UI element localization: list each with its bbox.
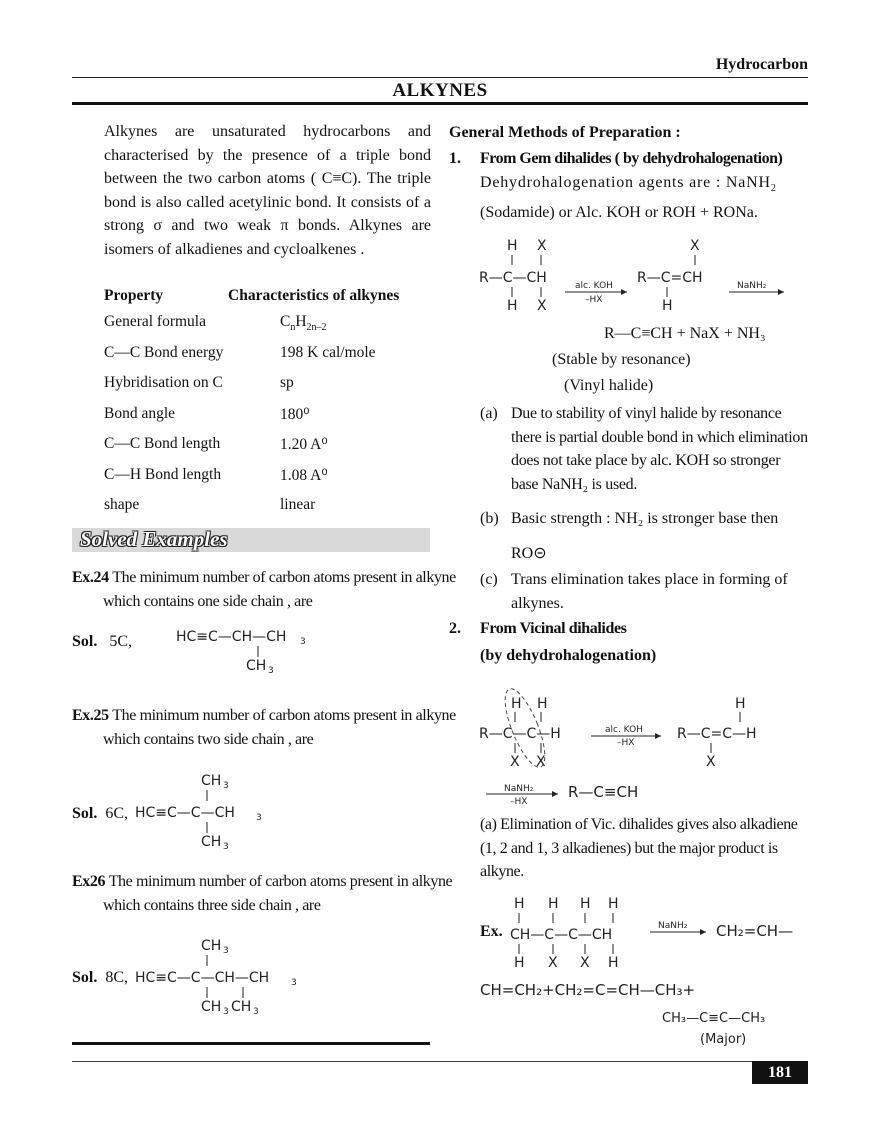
example-label: Ex. xyxy=(480,923,503,940)
note-c-text: Trans elimination takes place in forming of alkynes. xyxy=(511,571,788,612)
svg-text:CH: CH xyxy=(201,834,222,850)
svg-text:X: X xyxy=(536,754,546,770)
note-2a: (a) Elimination of Vic. dihalides gives also alkadiene (1, 2 and 1, 3 alkadienes) but the major product is alkyne. xyxy=(480,816,798,880)
header-rule xyxy=(72,77,808,78)
table-row: Hybridisation on C sp xyxy=(104,374,294,391)
solution-25: Sol. 6C, xyxy=(72,805,129,822)
svg-text:H: H xyxy=(511,696,522,712)
svg-text:CH: CH xyxy=(201,938,222,954)
svg-text:H: H xyxy=(608,955,619,971)
page-title: ALKYNES xyxy=(392,80,488,101)
svg-text:X: X xyxy=(537,298,547,314)
svg-text:CH: CH xyxy=(201,773,222,789)
solved-examples-title: Solved Examples xyxy=(80,527,228,551)
method-2-number: 2. xyxy=(449,620,461,637)
table-row: C—C Bond energy 198 K cal/mole xyxy=(104,343,376,361)
table-row: Bond angle 180⁰ xyxy=(104,404,310,423)
intro-paragraph: Alkynes are unsaturated hydrocarbons and characterised by the presence of a triple bond between the two carbon atoms ( C≡C). The triple bond is also called acetylinic bond. It consists of a strong σ and two weak π bonds. Alkynes are isomers of alkadienes and cycloalkenes . xyxy=(104,123,431,258)
svg-text:alc. KOH: alc. KOH xyxy=(575,281,613,291)
example-major-product: CH₃—C≡C—CH₃ xyxy=(662,1011,766,1026)
svg-text:H: H xyxy=(735,696,746,712)
svg-text:X: X xyxy=(537,238,547,254)
solution-24: Sol. 5C, xyxy=(72,633,133,650)
method-2-title: From Vicinal dihalides xyxy=(480,620,627,637)
method-1-title: From Gem dihalides ( by dehydrohalogenation) xyxy=(480,150,783,167)
example-products-line: CH=CH₂+CH₂=C=CH—CH₃+ xyxy=(480,981,696,999)
svg-text:X: X xyxy=(706,754,716,770)
preparation-heading: General Methods of Preparation : xyxy=(449,124,681,141)
structure-8c xyxy=(135,935,310,1017)
svg-text:H: H xyxy=(507,298,518,314)
svg-text:alc. KOH: alc. KOH xyxy=(605,725,643,735)
svg-text:H: H xyxy=(580,896,591,912)
svg-text:–HX: –HX xyxy=(510,797,528,806)
note-c-tag: (c) xyxy=(480,571,498,588)
example-product-1: CH₂=CH— xyxy=(716,922,794,940)
svg-text:–HX: –HX xyxy=(617,738,635,748)
svg-text:X: X xyxy=(510,754,520,770)
svg-text:CH: CH xyxy=(246,658,267,674)
svg-text:3: 3 xyxy=(253,1007,259,1017)
svg-text:H: H xyxy=(514,955,525,971)
table-row: shape linear xyxy=(104,496,316,513)
nanh2-arrow xyxy=(484,780,564,806)
method-2-subtitle: (by dehydrohalogenation) xyxy=(480,647,657,664)
note-a-tag: (a) xyxy=(480,405,498,422)
table-row: C—C Bond length 1.20 A⁰ xyxy=(104,435,328,453)
svg-text:3: 3 xyxy=(223,1007,229,1017)
svg-text:3: 3 xyxy=(268,666,274,676)
svg-text:X: X xyxy=(580,955,590,971)
table-header-characteristics: Characteristics of alkynes xyxy=(228,287,400,304)
reaction-1-product: R—C≡CH + NaX + NH₃ xyxy=(604,325,766,342)
svg-text:H: H xyxy=(548,896,559,912)
note-b-text: Basic strength : NH₂ is stronger base then xyxy=(511,510,779,527)
example-26: Ex26 The minimum number of carbon atoms present in alkyne which contains three side chain , are xyxy=(72,873,453,914)
svg-text:R—C=CH: R—C=CH xyxy=(637,270,703,286)
svg-text:–HX: –HX xyxy=(585,295,603,305)
svg-text:H: H xyxy=(608,896,619,912)
svg-text:CH—C—C—CH: CH—C—C—CH xyxy=(510,927,613,943)
svg-text:NaNH₂: NaNH₂ xyxy=(658,921,688,931)
svg-text:X: X xyxy=(690,238,700,254)
svg-text:R—C=C—H: R—C=C—H xyxy=(677,726,757,742)
svg-text:3: 3 xyxy=(223,781,229,791)
svg-text:X: X xyxy=(548,955,558,971)
svg-text:H: H xyxy=(537,696,548,712)
column-end-rule xyxy=(72,1042,430,1045)
major-label: (Major) xyxy=(700,1032,747,1047)
svg-text:R—C—C—H: R—C—C—H xyxy=(479,726,561,742)
note-b-continued: RO⊝ xyxy=(511,545,547,562)
structure-5c xyxy=(176,624,326,676)
svg-text:CH: CH xyxy=(201,999,222,1015)
page-number: 181 xyxy=(752,1061,808,1084)
method-1-number: 1. xyxy=(449,150,461,167)
svg-text:NaNH₂: NaNH₂ xyxy=(504,784,534,794)
svg-text:R—C—CH: R—C—CH xyxy=(479,270,547,286)
reaction-2-product: R—C≡CH xyxy=(568,783,639,801)
svg-text:3: 3 xyxy=(291,978,297,988)
svg-text:3: 3 xyxy=(223,842,229,852)
example-25: Ex.25 The minimum number of carbon atoms present in alkyne which contains two side chain , are xyxy=(72,707,456,748)
property-table xyxy=(104,287,434,527)
table-row: C—H Bond length 1.08 A⁰ xyxy=(104,465,328,484)
svg-text:3: 3 xyxy=(300,637,306,647)
method-1-text: Dehydrohalogenation agents are : NaNH$_2$ (Sodamide) or Alc. KOH or ROH + RONa. xyxy=(480,174,777,221)
svg-text:3: 3 xyxy=(223,946,229,956)
svg-text:NaNH₂: NaNH₂ xyxy=(737,281,767,291)
note-b-tag: (b) xyxy=(480,510,499,527)
svg-text:H: H xyxy=(662,298,673,314)
svg-text:CH: CH xyxy=(231,999,252,1015)
table-header-property: Property xyxy=(104,287,164,304)
reaction-1-note-vinyl: (Vinyl halide) xyxy=(564,377,654,394)
solved-examples-banner xyxy=(72,528,430,552)
gem-dihalide-reaction xyxy=(479,232,809,318)
section-header: Hydrocarbon xyxy=(715,56,808,73)
svg-text:HC≡C—C—CH—CH: HC≡C—C—CH—CH xyxy=(135,970,270,986)
title-rule xyxy=(72,102,808,105)
general-formula-value: $C_nH_{2n-2}$ xyxy=(280,313,327,334)
svg-text:3: 3 xyxy=(256,813,262,823)
example-24: Ex.24 The minimum number of carbon atoms present in alkyne which contains one side chain , are xyxy=(72,569,456,610)
footer-rule xyxy=(72,1061,808,1062)
solution-26: Sol. 8C, xyxy=(72,969,129,986)
structure-6c xyxy=(135,770,275,852)
vicinal-dihalide-reaction xyxy=(479,682,809,772)
svg-text:H: H xyxy=(514,896,525,912)
svg-text:HC≡C—CH—CH: HC≡C—CH—CH xyxy=(176,629,287,645)
table-row: General formula $C_nH_{2n-2}$ xyxy=(104,313,434,344)
note-a-text: Due to stability of vinyl halide by resonance there is partial double bond in which elimination does not take place by alc. KOH so stronger base NaNH₂ is used. xyxy=(511,405,808,493)
reaction-1-note-resonance: (Stable by resonance) xyxy=(552,351,691,368)
svg-text:HC≡C—C—CH: HC≡C—C—CH xyxy=(135,805,235,821)
svg-text:H: H xyxy=(507,238,518,254)
